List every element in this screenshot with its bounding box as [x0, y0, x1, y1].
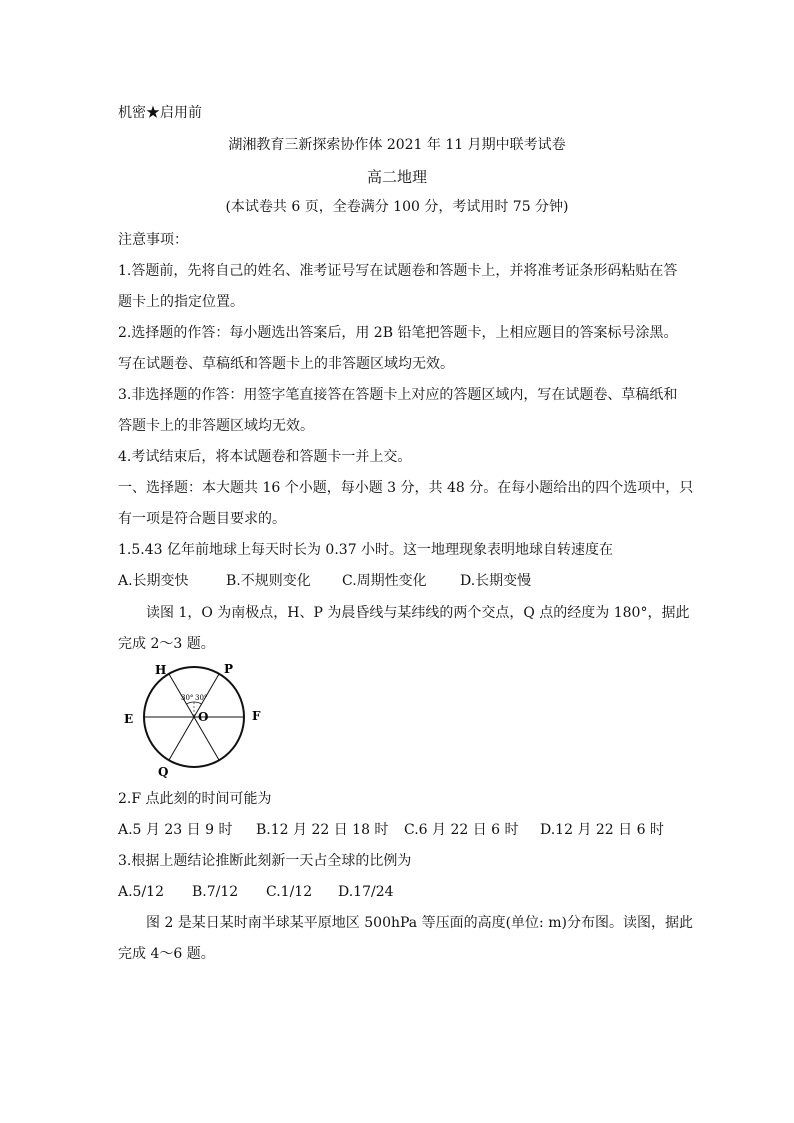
option-d: D.12 月 22 日 6 时	[540, 822, 664, 838]
point-label-h: H	[155, 663, 167, 677]
exam-info: (本试卷共 6 页，全卷满分 100 分，考试用时 75 分钟)	[225, 199, 569, 215]
option-a: A.长期变快	[118, 573, 189, 589]
figure-1-polar-diagram	[118, 660, 278, 780]
question-2-stem: 2.F 点此刻的时间可能为	[118, 791, 272, 807]
subject-title: 高二地理	[366, 168, 427, 186]
question-3-stem: 3.根据上题结论推断此刻新一天占全球的比例为	[118, 853, 412, 869]
note-line: 写在试题卷、草稿纸和答题卡上的非答题区域均无效。	[118, 356, 454, 372]
option-d: D.长期变慢	[460, 573, 532, 589]
note-line: 4.考试结束后，将本试题卷和答题卡一并上交。	[118, 449, 412, 465]
exam-title: 湖湘教育三新探索协作体 2021 年 11 月期中联考试卷	[228, 137, 566, 153]
question-3-options	[118, 883, 394, 901]
point-label-p: P	[224, 662, 234, 676]
option-c: C.1/12	[266, 884, 313, 900]
point-label-e: E	[124, 712, 134, 726]
option-c: C.周期性变化	[342, 573, 427, 589]
reading-intro: 完成 2～3 题。	[118, 636, 215, 652]
question-1-options	[118, 572, 531, 590]
note-line: 3.非选择题的作答：用签字笔直接答在答题卡上对应的答题区域内，写在试题卷、草稿纸和	[118, 387, 678, 403]
question-2-options	[118, 821, 664, 839]
note-line: 1.答题前，先将自己的姓名、准考证号写在试题卷和答题卡上，并将准考证条形码粘贴在答	[118, 263, 678, 279]
note-line: 2.选择题的作答：每小题选出答案后，用 2B 铅笔把答题卡，上相应题目的答案标号涂黑。	[118, 325, 678, 341]
notes-heading: 注意事项：	[118, 232, 188, 248]
question-1-stem: 1.5.43 亿年前地球上每天时长为 0.37 小时。这一地理现象表明地球自转速度在	[118, 542, 614, 558]
option-c: C.6 月 22 日 6 时	[404, 822, 519, 838]
section-intro: 一、选择题：本大题共 16 个小题，每小题 3 分，共 48 分。在每小题给出的四个选项中，只	[118, 480, 694, 496]
reading-intro: 图 2 是某日某时南半球某平原地区 500hPa 等压面的高度(单位: m)分布图。读图，据此	[146, 915, 693, 931]
option-b: B.7/12	[192, 884, 239, 900]
option-b: B.不规则变化	[226, 573, 311, 589]
note-line: 答题卡上的非答题区域均无效。	[118, 418, 314, 434]
point-label-q: Q	[158, 765, 169, 779]
section-intro: 有一项是符合题目要求的。	[118, 511, 286, 527]
point-label-o: O	[198, 710, 209, 724]
option-a: A.5 月 23 日 9 时	[118, 822, 233, 838]
point-label-f: F	[252, 709, 261, 723]
angle-label-left: 30°	[181, 694, 194, 702]
angle-label-right: 30°	[195, 694, 208, 702]
reading-intro: 完成 4～6 题。	[118, 946, 215, 962]
option-b: B.12 月 22 日 18 时	[256, 822, 389, 838]
option-a: A.5/12	[118, 884, 164, 900]
reading-intro: 读图 1，O 为南极点，H、P 为晨昏线与某纬线的两个交点，Q 点的经度为 180°，据此	[146, 605, 690, 621]
note-line: 题卡上的指定位置。	[118, 294, 244, 310]
option-d: D.17/24	[338, 884, 394, 900]
confidential-label: 机密★启用前	[118, 105, 202, 121]
